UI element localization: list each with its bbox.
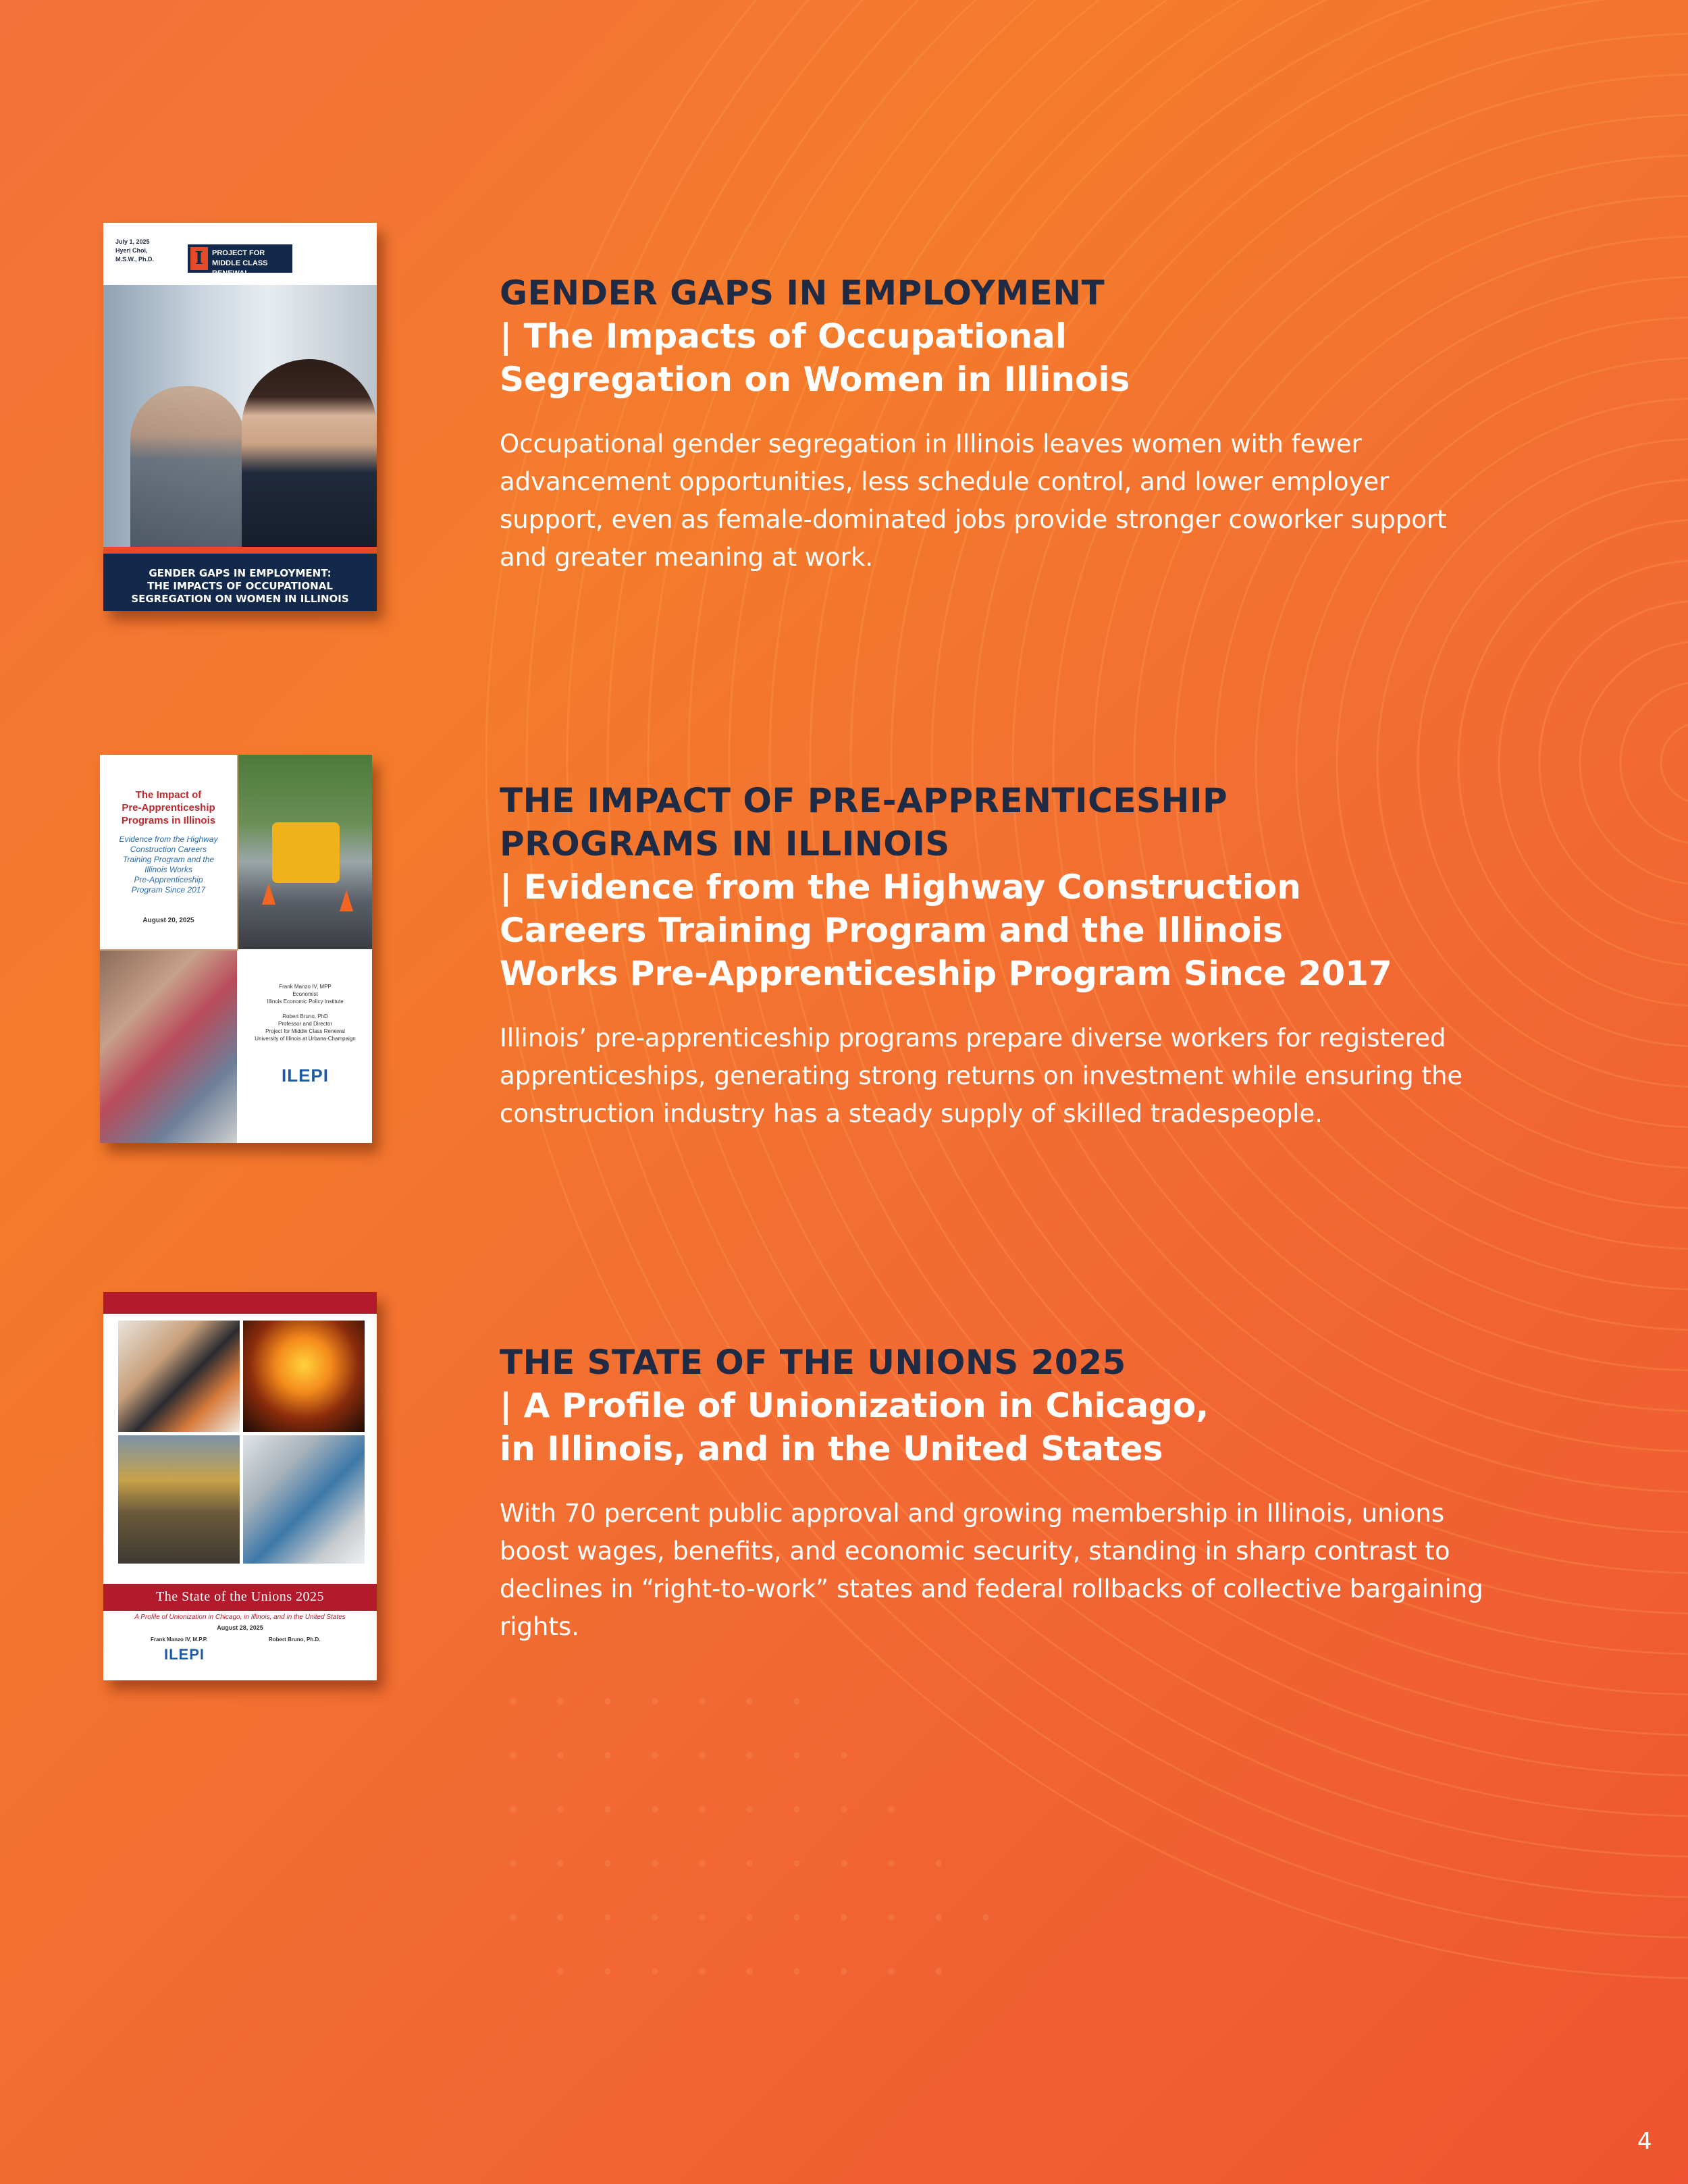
cover-stripe — [103, 547, 377, 554]
cover-photo-2 — [243, 1321, 365, 1432]
cover-photo-workers — [100, 951, 237, 1143]
cover-author-2: Robert Bruno, Ph.D. — [269, 1636, 321, 1643]
entry-title: THE IMPACT OF PRE-APPRENTICESHIP PROGRAMS IN ILLINOIS — [500, 781, 1228, 863]
cover-title-panel — [100, 755, 238, 951]
logo-text: PROJECT FOR MIDDLE CLASS RENEWAL — [212, 249, 268, 277]
report-cover-gender-gaps[interactable] — [103, 223, 377, 611]
entry-description: Occupational gender segregation in Illinois leaves women with fewer advancement opportunities, less schedule control, and lower employer support, even as female-dominated jobs provide stronger coworker support and greater meaning at work. — [500, 429, 1447, 572]
cover-header — [103, 223, 377, 285]
entry-description: Illinois’ pre-apprenticeship programs prepare diverse workers for registered apprenticeships, generating strong returns on investment while ensuring the construction industry has a steady supply of skilled tradespeople. — [500, 1023, 1463, 1128]
ilepi-logo: ILEPI — [281, 1065, 329, 1086]
illinois-logo — [188, 244, 292, 277]
cover-date: August 28, 2025 — [217, 1624, 263, 1631]
entry-text-2 — [500, 779, 1593, 1133]
cover-authors: Frank Manzo IV, MPP Economist Illinois Economic Policy Institute Robert Bruno, PhD Professor and Director Project for Middle Class Renewal University of Illinois at Urbana-Champaign — [255, 984, 356, 1042]
truck-shape — [272, 822, 340, 883]
cover-photo-4 — [243, 1435, 365, 1564]
cover-photo — [103, 285, 377, 547]
report-cover-state-of-unions[interactable] — [103, 1292, 377, 1680]
cover-photo-3 — [118, 1435, 240, 1564]
entry-description: With 70 percent public approval and growing membership in Illinois, unions boost wages, benefits, and economic security, standing in sharp contrast to declines in “right-to-work” states and federal rollbacks of collective bargaining rights. — [500, 1499, 1483, 1641]
cover-title-band — [103, 1584, 377, 1611]
entry-subtitle: | The Impacts of Occupational Segregation on Women in Illinois — [500, 317, 1130, 399]
photo-figure-woman — [242, 359, 377, 548]
page-number: 4 — [1637, 2128, 1652, 2155]
cover-meta: July 1, 2025 Hyeri Choi, M.S.W., Ph.D. — [115, 238, 155, 263]
cone-icon — [262, 883, 275, 905]
cover-subtitle: A Profile of Unionization in Chicago, in Illinois, and in the United States — [134, 1614, 346, 1621]
entry-title: THE STATE OF THE UNIONS 2025 — [500, 1343, 1126, 1382]
cover-title: GENDER GAPS IN EMPLOYMENT: THE IMPACTS OF OCCUPATIONAL SEGREGATION ON WOMEN IN ILLINOIS — [131, 567, 349, 605]
cover-author-1: Frank Manzo IV, M.P.P. — [151, 1636, 208, 1643]
cover-title-band — [103, 554, 377, 611]
cover-photo-construction — [238, 755, 372, 949]
photo-figure-man — [130, 386, 245, 548]
report-cover-pre-apprenticeship[interactable] — [100, 755, 372, 1143]
cover-title: The State of the Unions 2025 — [156, 1589, 324, 1604]
cover-date: August 20, 2025 — [142, 917, 194, 924]
ilepi-logo: ILEPI — [164, 1646, 205, 1663]
entry-text-1 — [500, 271, 1593, 577]
entry-text-3 — [500, 1341, 1593, 1646]
cover-title: The Impact of Pre-Apprenticeship Programs in Illinois — [121, 789, 216, 826]
entry-subtitle: | A Profile of Unionization in Chicago, in Illinois, and in the United States — [500, 1386, 1209, 1468]
entry-subtitle: | Evidence from the Highway Construction Careers Training Program and the Illinois Works Pre-Apprenticeship Program Since 2017 — [500, 868, 1392, 993]
cover-authors-panel — [238, 951, 372, 1143]
cover-photo-1 — [118, 1321, 240, 1432]
block-i-icon: I — [190, 247, 208, 270]
cover-subtitle: Evidence from the Highway Construction Careers Training Program and the Illinois Works Pre-Apprenticeship Program Since 2017 — [119, 834, 218, 895]
entry-title: GENDER GAPS IN EMPLOYMENT — [500, 273, 1105, 313]
cone-icon — [340, 890, 353, 911]
cover-top-bar — [103, 1292, 377, 1314]
